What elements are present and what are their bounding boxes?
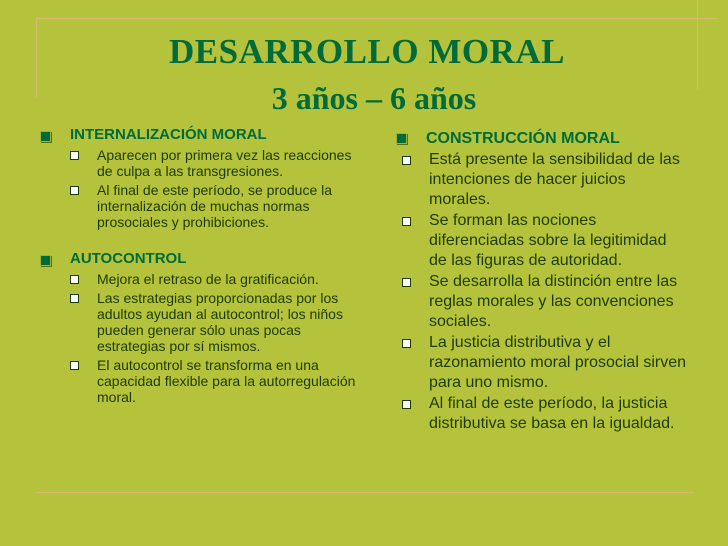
frame-line-bottom	[36, 492, 694, 493]
list-item-text: El autocontrol se transforma en una capacidad flexible para la autorregulación moral.	[97, 357, 356, 405]
list-item	[396, 150, 686, 210]
hollow-square-bullet-icon	[70, 151, 79, 160]
left-column	[40, 126, 370, 405]
list-item	[40, 290, 370, 354]
section-heading-text: CONSTRUCCIÓN MORAL	[426, 130, 620, 147]
list-item-text: Está presente la sensibilidad de las intenciones de hacer juicios morales.	[429, 151, 680, 208]
section-heading-text: AUTOCONTROL	[70, 250, 187, 267]
list-item-text: Se forman las nociones diferenciadas sobre la legitimidad de las figuras de autoridad.	[429, 212, 667, 269]
slide-title: DESARROLLO MORAL	[169, 32, 565, 71]
right-column	[396, 128, 686, 434]
hollow-square-bullet-icon	[402, 156, 411, 165]
list-item-text: Mejora el retraso de la gratificación.	[97, 271, 319, 287]
section-internalizacion	[40, 126, 370, 230]
section-heading	[40, 250, 370, 268]
bullet-list	[396, 150, 686, 434]
list-item-text: Al final de este período, se produce la internalización de muchas normas prosociales y prohibiciones.	[97, 182, 333, 230]
section-heading	[396, 128, 686, 149]
list-item-text: Las estrategias proporcionadas por los adultos ayudan al autocontrol; los niños pueden generar sólo unas pocas estrategias por sí mismos.	[97, 290, 343, 354]
bullet-list	[40, 271, 370, 405]
list-item	[40, 182, 370, 230]
list-item	[40, 147, 370, 179]
hollow-square-bullet-icon	[402, 400, 411, 409]
list-item	[40, 271, 370, 287]
list-item-text: La justicia distributiva y el razonamiento moral prosocial sirven para uno mismo.	[429, 334, 686, 391]
hollow-square-bullet-icon	[402, 217, 411, 226]
bullet-list	[40, 147, 370, 230]
square-bullet-icon	[396, 133, 407, 144]
slide-subtitle: 3 años – 6 años	[271, 80, 477, 116]
square-bullet-icon	[40, 131, 51, 142]
list-item-text: Aparecen por primera vez las reacciones de culpa a las transgresiones.	[97, 147, 352, 179]
hollow-square-bullet-icon	[70, 294, 79, 303]
section-heading-text: INTERNALIZACIÓN MORAL	[70, 126, 267, 143]
list-item	[396, 211, 686, 271]
list-item	[396, 394, 686, 434]
list-item	[40, 357, 370, 405]
hollow-square-bullet-icon	[70, 275, 79, 284]
hollow-square-bullet-icon	[70, 361, 79, 370]
frame-line-top	[36, 18, 718, 19]
list-item	[396, 272, 686, 332]
square-bullet-icon	[40, 255, 51, 266]
hollow-square-bullet-icon	[402, 339, 411, 348]
list-item-text: Se desarrolla la distinción entre las reglas morales y las convenciones sociales.	[429, 273, 678, 330]
list-item	[396, 333, 686, 393]
section-heading	[40, 126, 370, 144]
hollow-square-bullet-icon	[402, 278, 411, 287]
hollow-square-bullet-icon	[70, 186, 79, 195]
section-autocontrol	[40, 250, 370, 405]
list-item-text: Al final de este período, la justicia distributiva se basa en la igualdad.	[429, 395, 675, 432]
